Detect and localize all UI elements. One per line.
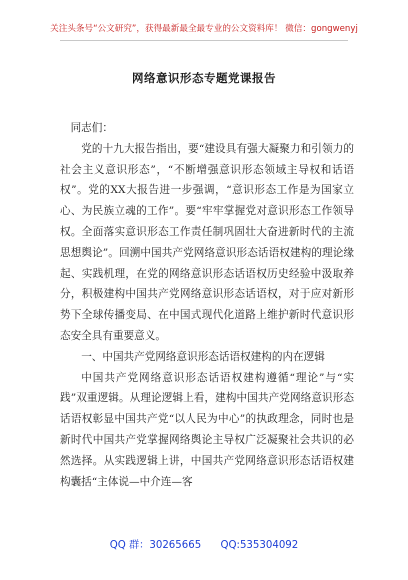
header-notice: 关注头条号“公文研究”，获得最新最全最专业的公文资料库！ 微信：gongwenyj [50,24,358,34]
document-body [60,118,354,492]
paragraph-2: 中国共产党网络意识形态话语权建构遵循“理论”与“实践”双重逻辑。从理论逻辑上看，建构中国共产党网络意识形态话语权彰显中国共产党“以人民为中心”的执政理念，同时也是新时代中国共产党掌握网络舆论主导权广泛凝聚社会共识的必然选择。从实践逻辑上讲，中国共产党网络意识形态话语权建构囊括“主体说—中介连—客 [60,371,354,488]
salutation: 同志们： [70,122,113,134]
footer-qq-group: QQ 群：30265665 [109,540,202,551]
footer-qq: QQ:535304092 [220,540,299,551]
header-divider [60,40,348,41]
document-title: 网络意识形态专题党课报告 [132,71,276,85]
footer-contact [0,536,408,551]
paragraph-1: 党的十九大报告指出，要“建设具有强大凝聚力和引领力的社会主义意识形态”，“不断增强意识形态领域主导权和话语权”。党的XX大报告进一步强调，“意识形态工作是为国家立心、为民族立魂的工作”。要“牢牢掌握党对意识形态工作领导权。全面落实意识形态工作责任制巩固壮大奋进新时代的主流思想舆论”。回溯中国共产党网络意识形态话语权建构的理论缘起、实践机理，在党的网络意识形态话语权历史经验中汲取养分，积极建构中国共产党网络意识形态话语权，对于应对新形势下全球传播变局、在中国式现代化道路上维护新时代意识形态安全具有重要意义。 [60,142,354,342]
section-heading-1: 一、中国共产党网络意识形态话语权建构的内在逻辑 [81,350,325,363]
